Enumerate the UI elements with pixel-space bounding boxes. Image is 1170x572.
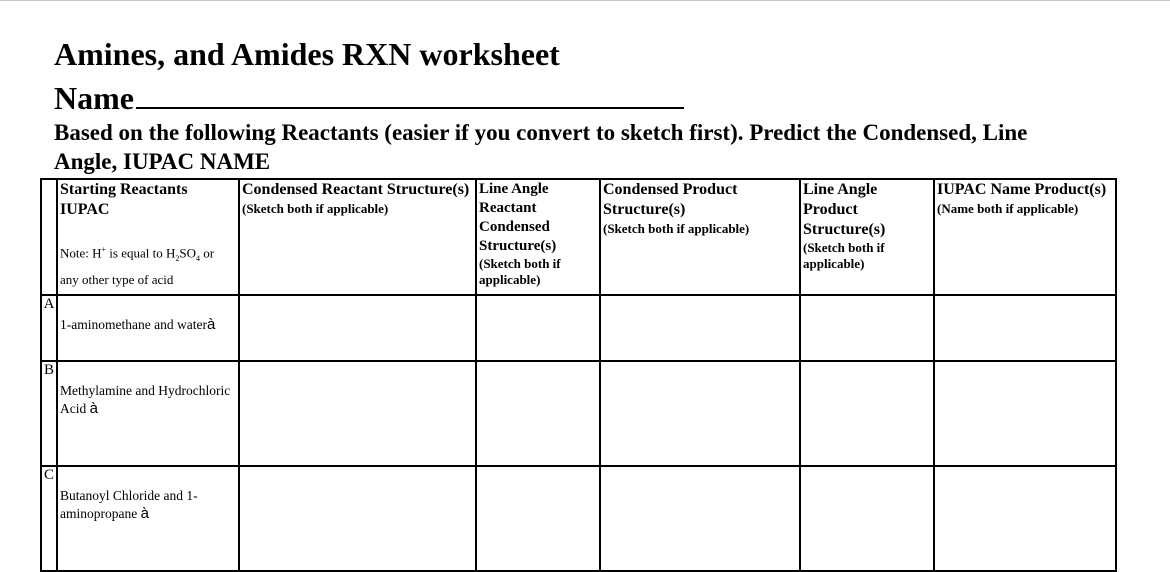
answer-cell-line-angle-product[interactable] xyxy=(800,295,934,361)
header-note: (Sketch both if applicable) xyxy=(603,221,750,236)
row-letter: B xyxy=(41,361,57,466)
header-label: IUPAC Name Product(s) xyxy=(937,181,1107,198)
reactant-cell xyxy=(57,466,239,571)
answer-cell-condensed-reactant[interactable] xyxy=(239,361,476,466)
answer-cell-line-angle-reactant[interactable] xyxy=(476,361,600,466)
reactant-cell xyxy=(57,295,239,361)
reactant-text: 1-aminomethane and water xyxy=(60,317,207,332)
header-label: Condensed Product Structure(s) xyxy=(603,181,738,218)
table-row xyxy=(41,361,1116,466)
header-label: Line Angle Product Structure(s) xyxy=(803,181,886,238)
name-field-line xyxy=(54,77,684,116)
name-label: Name xyxy=(54,80,134,116)
answer-cell-iupac-product[interactable] xyxy=(934,295,1116,361)
table-row xyxy=(41,295,1116,361)
header-line-angle-product xyxy=(800,179,934,295)
row-letter: C xyxy=(41,466,57,571)
header-note: (Sketch both if applicable) xyxy=(803,240,885,271)
reactant-text: Methylamine and Hydrochloric Acid xyxy=(60,383,231,416)
header-row xyxy=(41,179,1116,295)
acid-note: Note: H+ is equal to $H_2SO_4$ or any other type of acid xyxy=(60,245,215,287)
header-note: (Sketch both if applicable) xyxy=(242,201,389,216)
header-iupac-product xyxy=(934,179,1116,295)
answer-cell-condensed-product[interactable] xyxy=(600,295,800,361)
answer-cell-line-angle-product[interactable] xyxy=(800,361,934,466)
answer-cell-condensed-product[interactable] xyxy=(600,466,800,571)
answer-cell-condensed-product[interactable] xyxy=(600,361,800,466)
header-condensed-product xyxy=(600,179,800,295)
header-note: (Name both if applicable) xyxy=(937,201,1079,216)
reactant-text: Butanoyl Chloride and 1-aminopropane xyxy=(60,488,198,521)
answer-cell-line-angle-reactant[interactable] xyxy=(476,295,600,361)
header-condensed-reactant xyxy=(239,179,476,295)
answer-cell-line-angle-product[interactable] xyxy=(800,466,934,571)
reaction-arrow-icon: à xyxy=(89,400,98,417)
reaction-arrow-icon: à xyxy=(206,316,216,333)
answer-cell-condensed-reactant[interactable] xyxy=(239,466,476,571)
row-letter: A xyxy=(41,295,57,361)
name-blank-line[interactable] xyxy=(136,77,684,109)
answer-cell-line-angle-reactant[interactable] xyxy=(476,466,600,571)
header-starting-reactants xyxy=(57,179,239,295)
table-row xyxy=(41,466,1116,571)
answer-cell-condensed-reactant[interactable] xyxy=(239,295,476,361)
header-label: Condensed Reactant Structure(s) xyxy=(242,181,470,198)
worksheet-table xyxy=(40,178,1117,572)
reaction-arrow-icon: à xyxy=(140,505,149,522)
header-line-angle-reactant xyxy=(476,179,600,295)
letter-header-cell xyxy=(41,179,57,295)
instructions: Based on the following Reactants (easier if you convert to sketch first). Predict the Condensed, Line Angle, IUPAC NAME xyxy=(54,120,1028,174)
header-label: Line Angle Reactant Condensed Structure(s) xyxy=(479,181,557,254)
worksheet-title: Amines, and Amides RXN worksheet xyxy=(54,36,560,72)
top-border xyxy=(0,0,1170,1)
header-label: Starting Reactants IUPAC xyxy=(60,181,188,218)
reactant-cell xyxy=(57,361,239,466)
answer-cell-iupac-product[interactable] xyxy=(934,361,1116,466)
answer-cell-iupac-product[interactable] xyxy=(934,466,1116,571)
header-note: (Sketch both if applicable) xyxy=(479,256,561,287)
